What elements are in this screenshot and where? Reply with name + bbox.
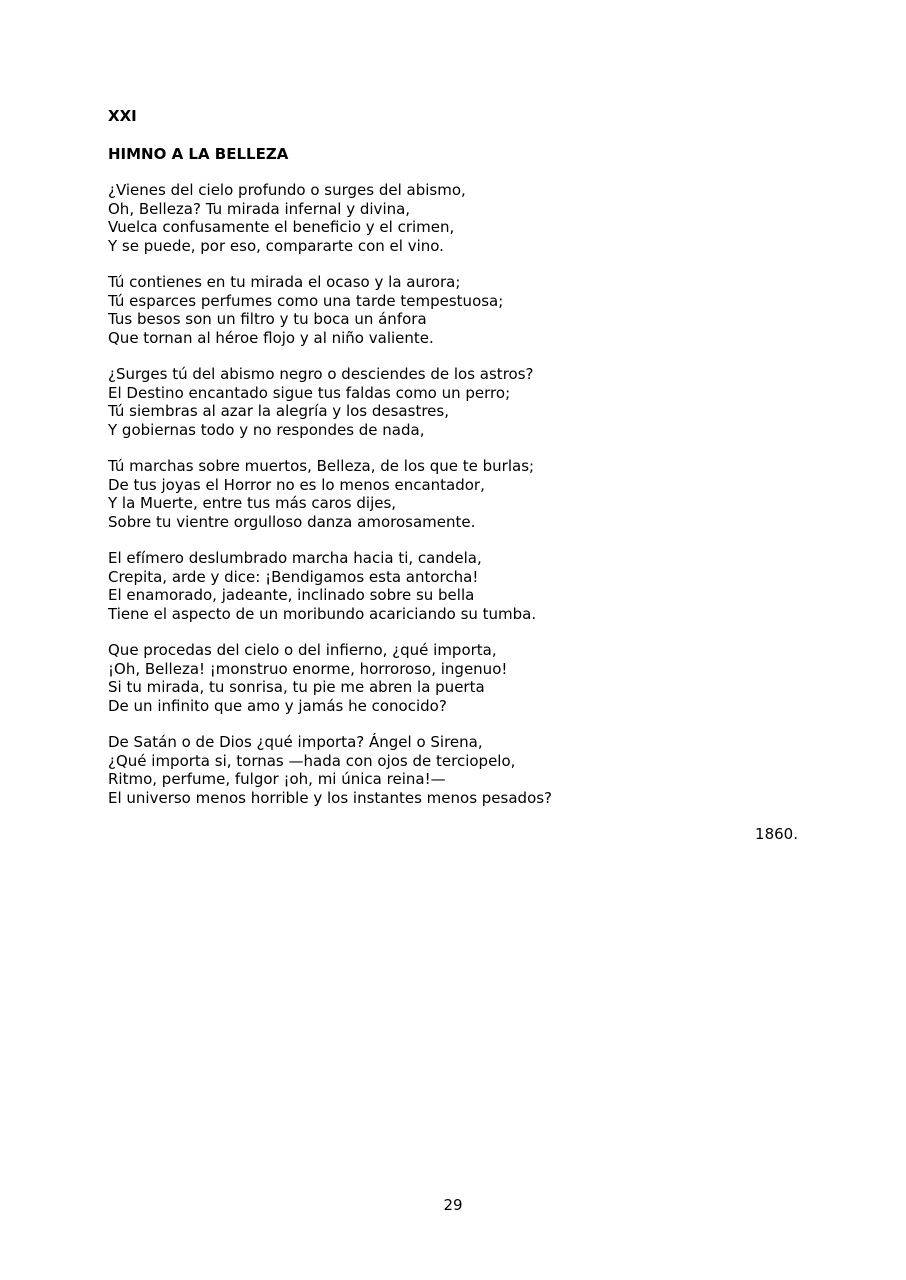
poem-line: Crepita, arde y dice: ¡Bendigamos esta antorcha! (108, 567, 479, 586)
poem-line: ¿Qué importa si, tornas —hada con ojos de terciopelo, (108, 751, 516, 770)
poem-line: De tus joyas el Horror no es lo menos encantador, (108, 475, 485, 494)
stanza-1 (108, 181, 798, 255)
poem-line: ¡Oh, Belleza! ¡monstruo enorme, horroroso, ingenuo! (108, 659, 508, 678)
poem-body (108, 107, 798, 844)
poem-line: El universo menos horrible y los instantes menos pesados? (108, 788, 553, 807)
poem-line: Sobre tu vientre orgulloso danza amorosamente. (108, 512, 476, 531)
poem-line: Y la Muerte, entre tus más caros dijes, (108, 494, 397, 512)
poem-line: Tú contienes en tu mirada el ocaso y la aurora; (108, 273, 461, 291)
poem-line: Vuelca confusamente el beneficio y el crimen, (108, 218, 455, 236)
poem-line: De un infinito que amo y jamás he conocido? (108, 696, 447, 715)
poem-line: Si tu mirada, tu sonrisa, tu pie me abren la puerta (108, 678, 485, 696)
page-number: 29 (443, 1196, 463, 1214)
poem-line: Y gobiernas todo y no respondes de nada, (108, 420, 425, 439)
poem-line: ¿Vienes del cielo profundo o surges del abismo, (108, 181, 466, 199)
stanza-3 (108, 365, 798, 439)
poem-title: HIMNO A LA BELLEZA (108, 144, 289, 163)
poem-line: Que procedas del cielo o del infierno, ¿qué importa, (108, 641, 497, 659)
poem-line: Tú siembras al azar la alegría y los desastres, (108, 402, 449, 420)
poem-line: El Destino encantado sigue tus faldas como un perro; (108, 383, 511, 402)
poem-line: Tiene el aspecto de un moribundo acariciando su tumba. (108, 604, 537, 623)
poem-date: 1860. (755, 825, 798, 843)
poem-line: ¿Surges tú del abismo negro o desciendes de los astros? (108, 365, 534, 383)
poem-numeral: XXI (108, 107, 137, 125)
stanza-4 (108, 457, 798, 531)
poem-line: Tus besos son un filtro y tu boca un ánfora (108, 310, 427, 328)
poem-line: Oh, Belleza? Tu mirada infernal y divina, (108, 199, 411, 218)
poem-line: Y se puede, por eso, compararte con el vino. (108, 236, 444, 255)
poem-line: El enamorado, jadeante, inclinado sobre su bella (108, 586, 475, 604)
poem-line: El efímero deslumbrado marcha hacia ti, candela, (108, 549, 482, 567)
stanza-2 (108, 273, 798, 347)
stanza-7 (108, 733, 798, 807)
poem-line: Ritmo, perfume, fulgor ¡oh, mi única reina!— (108, 770, 446, 788)
stanza-6 (108, 641, 798, 715)
poem-line: Tú esparces perfumes como una tarde tempestuosa; (108, 291, 504, 310)
stanza-5 (108, 549, 798, 623)
poem-line: De Satán o de Dios ¿qué importa? Ángel o Sirena, (108, 733, 483, 751)
poem-line: Que tornan al héroe flojo y al niño valiente. (108, 328, 434, 347)
poem-line: Tú marchas sobre muertos, Belleza, de los que te burlas; (108, 457, 535, 475)
